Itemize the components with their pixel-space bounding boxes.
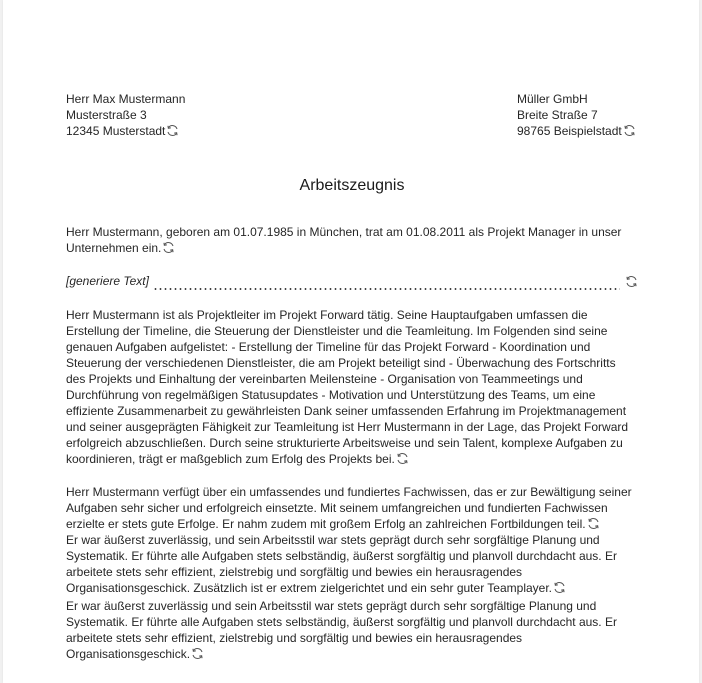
recipient-city: 98765 Beispielstadt (517, 124, 622, 138)
refresh-icon[interactable] (191, 647, 204, 660)
sender-name: Herr Max Mustermann (66, 92, 186, 106)
refresh-icon[interactable] (625, 275, 638, 288)
sender-city: 12345 Musterstadt (66, 124, 166, 138)
knowledge-text: Herr Mustermann verfügt über ein umfassendes und fundiertes Fachwissen, das er zur Bewältigung seiner Aufgaben sehr sicher und erfolgreich einsetzte. Mit seinem umfangreichen und fundierten Fachwissen erzielte er stets gute Erfolge. Er nahm zudem mit großem Erfolg an zahlreichen Fortbildungen teil. (66, 485, 632, 531)
intro-paragraph (66, 224, 638, 256)
recipient-address (517, 91, 636, 139)
performance-paragraph-1 (66, 532, 638, 596)
performance-paragraph-2 (66, 598, 638, 662)
placeholder-dotted-line (153, 277, 620, 293)
refresh-icon[interactable] (396, 452, 409, 465)
tasks-text: Herr Mustermann ist als Projektleiter im Projekt Forward tätig. Seine Hauptaufgaben umfassen die Erstellung der Timeline, die Steuerung der Dienstleister und die Teamleitung. Im Folgenden sind seine genauen Aufgaben aufgelistet: - Erstellung der Timeline für das Projekt Forward - Koordination und Steuerung der verschiedenen Dienstleister, die am Projekt beteiligt sind - Überwachung des Fortschritts des Projekts und Einhaltung der vereinbarten Meilensteine - Organisation von Teammeetings und Durchführung von regelmäßigen Statusupdates - Motivation und Unterstützung des Teams, um eine effiziente Zusammenarbeit zu gewährleisten Dank seiner umfassenden Erfahrung im Projektmanagement und seiner ausgeprägten Fähigkeit zur Teamleitung ist Herr Mustermann in der Lage, das Projekt Forward erfolgreich abzuschließen. Durch seine strukturierte Arbeitsweise und sein Talent, komplexe Aufgaben zu koordinieren, trägt er maßgeblich zum Erfolg des Projekts bei. (66, 308, 629, 466)
sender-city-line (66, 123, 185, 139)
recipient-street: Breite Straße 7 (517, 108, 598, 122)
refresh-icon[interactable] (162, 241, 175, 254)
document-title: Arbeitszeugnis (299, 177, 405, 194)
refresh-icon[interactable] (587, 517, 600, 530)
refresh-icon[interactable] (623, 124, 636, 137)
generate-text-placeholder[interactable] (66, 273, 638, 289)
refresh-icon[interactable] (553, 581, 566, 594)
sender-street: Musterstraße 3 (66, 108, 147, 122)
performance-text-1: Er war äußerst zuverlässig, und sein Arbeitsstil war stets geprägt durch sehr sorgfältige Planung und Systematik. Er führte alle Aufgaben stets selbständig, äußerst sorgfältig und planvoll durchdacht aus. Er arbeitete stets sehr effizient, zielstrebig und sorgfältig und bewies ein herausragendes Organisationsgeschick. Zusätzlich ist er extrem zielgerichtet und ein sehr guter Teamplayer. (66, 533, 617, 595)
document-page (3, 0, 699, 683)
generate-placeholder-label: [generiere Text] (66, 274, 149, 288)
recipient-name: Müller GmbH (517, 92, 588, 106)
tasks-paragraph (66, 307, 638, 467)
performance-text-2: Er war äußerst zuverlässig und sein Arbeitsstil war stets geprägt durch sehr sorgfältige Planung und Systematik. Er führte alle Aufgaben stets selbständig, äußerst sorgfältig und planvoll durchdacht aus. Er arbeitete stets sehr effizient, zielstrebig und sorgfältig und bewies ein herausragendes Organisationsgeschick. (66, 599, 617, 661)
recipient-city-line (517, 123, 636, 139)
refresh-icon[interactable] (166, 124, 179, 137)
knowledge-paragraph (66, 484, 638, 532)
sender-address (66, 91, 185, 139)
intro-text: Herr Mustermann, geboren am 01.07.1985 in München, trat am 01.08.2011 als Projekt Manager in unser Unternehmen ein. (66, 225, 622, 255)
